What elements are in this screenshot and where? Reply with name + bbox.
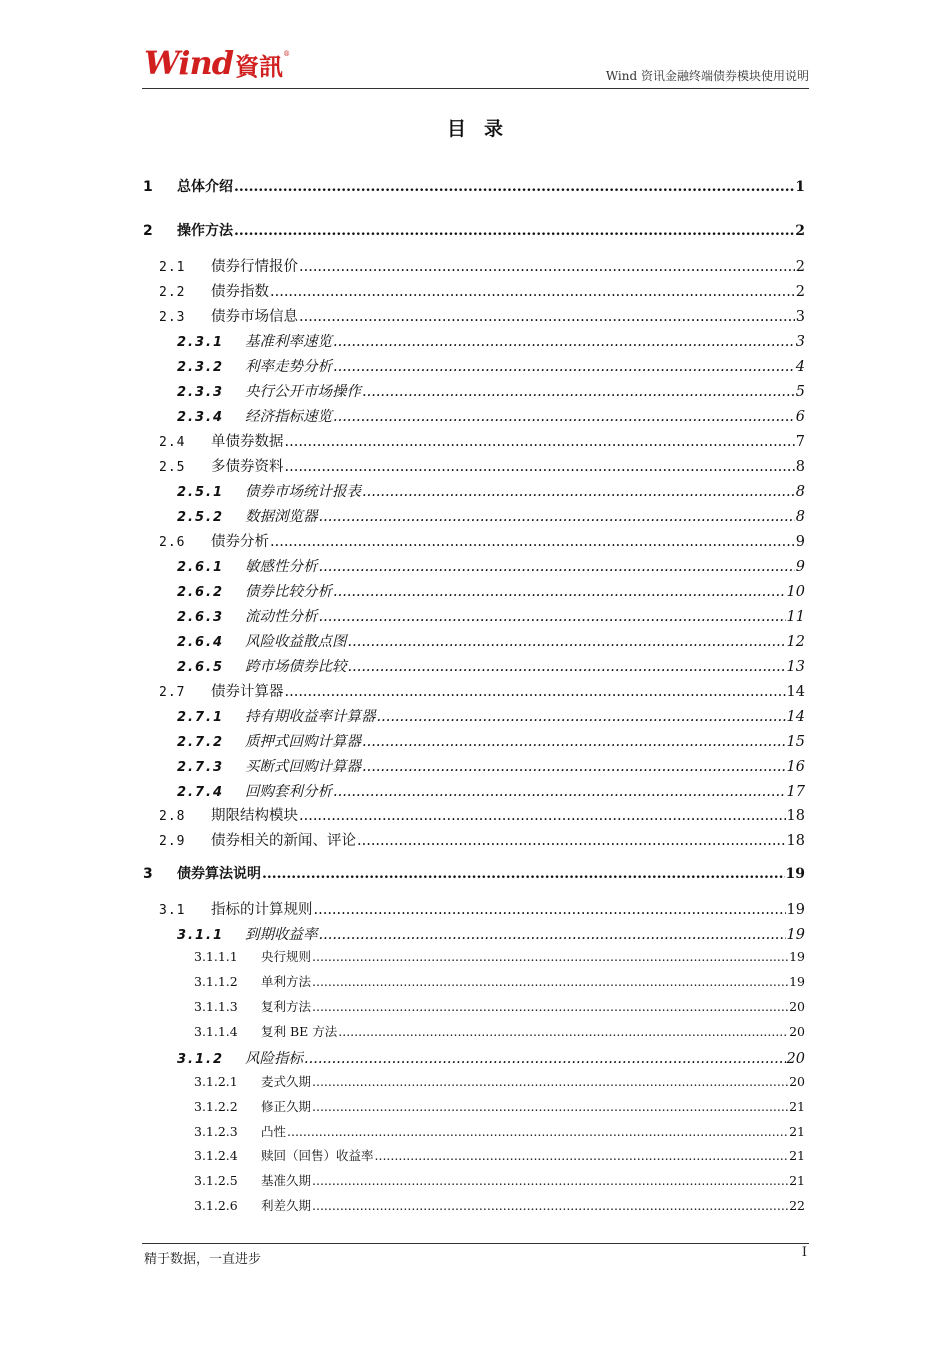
toc-entry[interactable] <box>177 505 805 525</box>
toc-entry-page: 16 <box>786 759 805 775</box>
toc-dot-leader <box>362 384 795 400</box>
footer-page-number: I <box>801 1245 807 1260</box>
toc-entry-page: 3 <box>795 309 805 325</box>
toc-dot-leader <box>304 1051 786 1067</box>
toc-dot-leader <box>338 1024 788 1039</box>
toc-entry-number: 2.8 <box>159 809 186 824</box>
toc-entry-page: 1 <box>795 179 805 195</box>
toc-entry[interactable] <box>194 1196 805 1216</box>
toc-entry-title: 流动性分析 <box>245 609 318 625</box>
toc-entry-number: 1 <box>143 179 153 195</box>
toc-entry[interactable] <box>177 705 805 725</box>
toc-dot-leader <box>312 1074 788 1089</box>
toc-entry[interactable] <box>177 555 805 575</box>
toc-dot-leader <box>270 534 795 550</box>
toc-entry-number: 2.6.1 <box>177 560 225 575</box>
toc-entry-page: 3 <box>795 334 805 350</box>
toc-entry-title: 风险指标 <box>245 1051 303 1067</box>
toc-entry-title: 持有期收益率计算器 <box>245 709 376 725</box>
toc-entry-page: 6 <box>795 409 805 425</box>
toc-entry-page: 17 <box>786 784 805 800</box>
toc-entry-number: 2.9 <box>159 834 186 849</box>
toc-entry-page: 20 <box>789 999 805 1014</box>
toc-entry-page: 11 <box>786 609 805 625</box>
toc-dot-leader <box>285 684 786 700</box>
toc-entry-number: 2.3.2 <box>177 360 225 375</box>
toc-entry-page: 21 <box>789 1148 805 1163</box>
toc-entry-title: 单利方法 <box>261 974 312 989</box>
toc-entry-number: 3.1.2.2 <box>194 1099 238 1114</box>
toc-dot-leader <box>285 459 795 475</box>
toc-entry-number: 2.5.1 <box>177 485 225 500</box>
toc-entry-page: 7 <box>795 434 805 450</box>
toc-entry-number: 2.3.4 <box>177 410 225 425</box>
toc-entry-title: 债券分析 <box>211 534 269 550</box>
toc-entry-number: 3.1.1.4 <box>194 1024 238 1039</box>
toc-dot-leader <box>312 1198 788 1213</box>
toc-dot-leader <box>362 734 786 750</box>
toc-entry-title: 敏感性分析 <box>245 559 318 575</box>
toc-entry-title: 债券市场统计报表 <box>245 484 361 500</box>
toc-entry[interactable] <box>159 455 805 475</box>
toc-dot-leader <box>319 509 795 525</box>
toc-dot-leader <box>377 709 786 725</box>
toc-entry[interactable] <box>177 1047 805 1067</box>
toc-entry[interactable] <box>177 655 805 675</box>
toc-entry-title: 回购套利分析 <box>245 784 332 800</box>
toc-dot-leader <box>319 609 786 625</box>
toc-entry-number: 2.6.2 <box>177 585 225 600</box>
toc-entry-title: 到期收益率 <box>245 927 318 943</box>
toc-dot-leader <box>314 902 786 918</box>
toc-entry-title: 复利方法 <box>261 999 312 1014</box>
toc-entry-page: 21 <box>789 1099 805 1114</box>
toc-entry-page: 9 <box>795 559 805 575</box>
toc-entry-page: 19 <box>786 902 805 918</box>
toc-entry[interactable] <box>159 255 805 275</box>
toc-entry-title: 债券市场信息 <box>211 309 298 325</box>
toc-entry-number: 2.5.2 <box>177 510 225 525</box>
toc-dot-leader <box>348 634 786 650</box>
toc-entry-title: 债券指数 <box>211 284 269 300</box>
toc-entry-page: 19 <box>785 866 805 882</box>
toc-entry-page: 14 <box>786 684 805 700</box>
toc-entry[interactable] <box>194 1122 805 1142</box>
toc-entry-number: 2.2 <box>159 285 186 300</box>
toc-entry-title: 债券行情报价 <box>211 259 298 275</box>
toc-entry-number: 2.5 <box>159 460 186 475</box>
toc-entry-number: 2.4 <box>159 435 186 450</box>
toc-entry-title: 质押式回购计算器 <box>245 734 361 750</box>
toc-dot-leader <box>285 434 795 450</box>
toc-entry-number: 3.1.2.3 <box>194 1124 238 1139</box>
toc-entry-page: 4 <box>795 359 805 375</box>
toc-entry[interactable] <box>177 923 805 943</box>
toc-dot-leader <box>312 949 788 964</box>
toc-dot-leader <box>333 409 795 425</box>
toc-entry-page: 20 <box>789 1074 805 1089</box>
toc-entry-page: 18 <box>786 808 805 824</box>
toc-dot-leader <box>362 759 786 775</box>
toc-entry[interactable] <box>194 1097 805 1117</box>
page-header <box>142 44 809 89</box>
toc-entry-page: 18 <box>786 833 805 849</box>
toc-entry-number: 2.3 <box>159 310 186 325</box>
toc-entry-title: 跨市场债券比较 <box>245 659 347 675</box>
toc-entry-page: 13 <box>786 659 805 675</box>
logo-registered-mark: ® <box>283 50 291 58</box>
toc-entry-number: 2.7.1 <box>177 710 225 725</box>
toc-entry[interactable] <box>177 730 805 750</box>
toc-entry-title: 期限结构模块 <box>211 808 298 824</box>
toc-entry-page: 2 <box>795 223 805 239</box>
toc-entry-number: 2 <box>143 223 153 239</box>
toc-entry-title: 利差久期 <box>261 1198 312 1213</box>
toc-dot-leader <box>333 359 795 375</box>
toc-entry[interactable] <box>143 863 805 883</box>
toc-entry-number: 2.7.3 <box>177 760 225 775</box>
toc-dot-leader <box>312 1099 788 1114</box>
logo-cn-text: 資訊 <box>235 53 284 81</box>
toc-entry[interactable] <box>159 305 805 325</box>
toc-entry-title: 债券算法说明 <box>177 866 261 882</box>
toc-entry-page: 2 <box>795 284 805 300</box>
toc-dot-leader <box>262 866 785 882</box>
toc-entry-number: 2.3.3 <box>177 385 225 400</box>
toc-entry-number: 3.1 <box>159 903 186 918</box>
toc-dot-leader <box>270 284 795 300</box>
toc-entry-title: 债券计算器 <box>211 684 284 700</box>
toc-entry-page: 21 <box>789 1173 805 1188</box>
toc-entry-page: 19 <box>789 974 805 989</box>
toc-entry[interactable] <box>194 1022 805 1042</box>
toc-entry-title: 指标的计算规则 <box>211 902 313 918</box>
toc-entry-number: 3.1.1.2 <box>194 974 238 989</box>
toc-entry-title: 复利 BE 方法 <box>261 1024 338 1039</box>
toc-entry-title: 修正久期 <box>261 1099 312 1114</box>
toc-entry-number: 3.1.2 <box>177 1052 225 1067</box>
toc-dot-leader <box>299 808 786 824</box>
toc-entry-page: 14 <box>786 709 805 725</box>
toc-entry-number: 2.6.5 <box>177 660 225 675</box>
toc-entry-title: 麦式久期 <box>261 1074 312 1089</box>
toc-entry[interactable] <box>159 804 805 824</box>
toc-entry-number: 3.1.2.1 <box>194 1074 238 1089</box>
document-title: Wind 资讯金融终端债券模块使用说明 <box>605 69 809 83</box>
toc-entry-page: 19 <box>786 927 805 943</box>
toc-entry[interactable] <box>177 580 805 600</box>
toc-entry[interactable] <box>194 947 805 967</box>
toc-entry[interactable] <box>177 755 805 775</box>
toc-entry[interactable] <box>194 1171 805 1191</box>
toc-entry-number: 2.6.4 <box>177 635 225 650</box>
footer-slogan: 精于数据，一直进步 <box>144 1252 262 1267</box>
toc-dot-leader <box>333 784 786 800</box>
toc-dot-leader <box>319 927 786 943</box>
toc-entry-number: 3.1.2.6 <box>194 1198 238 1213</box>
toc-entry[interactable] <box>194 997 805 1017</box>
toc-entry-number: 2.7 <box>159 685 186 700</box>
toc-dot-leader <box>234 223 794 239</box>
toc-entry-number: 2.6.3 <box>177 610 225 625</box>
toc-entry-page: 19 <box>789 949 805 964</box>
toc-entry-page: 20 <box>786 1051 805 1067</box>
toc-entry-title: 操作方法 <box>177 223 233 239</box>
toc-entry-number: 3.1.1 <box>177 928 225 943</box>
toc-entry[interactable] <box>159 829 805 849</box>
toc-entry-number: 3.1.2.5 <box>194 1173 238 1188</box>
toc-entry-number: 2.7.2 <box>177 735 225 750</box>
toc-entry[interactable] <box>159 430 805 450</box>
wind-logo <box>144 44 291 82</box>
toc-dot-leader <box>299 309 795 325</box>
toc-entry-title: 总体介绍 <box>177 179 233 195</box>
toc-entry-title: 基准利率速览 <box>245 334 332 350</box>
toc-entry[interactable] <box>159 680 805 700</box>
toc-entry-title: 风险收益散点图 <box>245 634 347 650</box>
toc-dot-leader <box>357 833 786 849</box>
toc-entry-page: 8 <box>795 459 805 475</box>
toc-entry-page: 5 <box>795 384 805 400</box>
toc-heading: 目录 <box>446 118 521 140</box>
toc-entry-page: 10 <box>786 584 805 600</box>
toc-entry-title: 基准久期 <box>261 1173 312 1188</box>
toc-entry-title: 央行公开市场操作 <box>245 384 361 400</box>
toc-entry-title: 凸性 <box>261 1124 287 1139</box>
toc-dot-leader <box>375 1148 789 1163</box>
toc-entry-page: 2 <box>795 259 805 275</box>
toc-dot-leader <box>333 584 786 600</box>
toc-entry[interactable] <box>159 898 805 918</box>
toc-dot-leader <box>362 484 795 500</box>
toc-entry[interactable] <box>143 220 805 240</box>
toc-entry-page: 12 <box>786 634 805 650</box>
toc-entry-number: 3.1.1.1 <box>194 949 238 964</box>
toc-entry[interactable] <box>177 780 805 800</box>
toc-entry-number: 2.3.1 <box>177 335 225 350</box>
toc-entry-page: 22 <box>789 1198 805 1213</box>
toc-dot-leader <box>299 259 795 275</box>
toc-entry-title: 数据浏览器 <box>245 509 318 525</box>
toc-dot-leader <box>319 559 795 575</box>
toc-dot-leader <box>312 974 788 989</box>
toc-entry-page: 20 <box>789 1024 805 1039</box>
toc-entry[interactable] <box>177 405 805 425</box>
toc-entry[interactable] <box>177 480 805 500</box>
toc-entry-number: 2.6 <box>159 535 186 550</box>
toc-dot-leader <box>312 1173 788 1188</box>
toc-dot-leader <box>312 999 788 1014</box>
toc-entry[interactable] <box>194 972 805 992</box>
toc-entry-title: 单债券数据 <box>211 434 284 450</box>
toc-entry-page: 8 <box>795 509 805 525</box>
toc-entry-number: 3 <box>143 866 153 882</box>
toc-entry-number: 2.1 <box>159 260 186 275</box>
toc-entry[interactable] <box>194 1072 805 1092</box>
toc-entry[interactable] <box>177 630 805 650</box>
toc-dot-leader <box>234 179 794 195</box>
toc-dot-leader <box>333 334 795 350</box>
toc-entry[interactable] <box>159 280 805 300</box>
page-footer <box>142 1243 809 1267</box>
toc-entry[interactable] <box>159 530 805 550</box>
toc-entry-title: 债券比较分析 <box>245 584 332 600</box>
toc-entry-title: 利率走势分析 <box>245 359 332 375</box>
toc-entry[interactable] <box>194 1146 805 1166</box>
logo-wind-text: Wind <box>144 44 234 82</box>
toc-entry-number: 2.7.4 <box>177 785 225 800</box>
toc-entry-page: 15 <box>786 734 805 750</box>
toc-dot-leader <box>287 1124 788 1139</box>
toc-entry-title: 经济指标速览 <box>245 409 332 425</box>
toc-entry-number: 3.1.1.3 <box>194 999 238 1014</box>
toc-entry[interactable] <box>143 176 805 196</box>
toc-entry[interactable] <box>177 605 805 625</box>
toc-entry-title: 多债券资料 <box>211 459 284 475</box>
toc-entry-title: 买断式回购计算器 <box>245 759 361 775</box>
toc-entry-title: 赎回（回售）收益率 <box>261 1148 374 1163</box>
toc-entry-number: 3.1.2.4 <box>194 1148 238 1163</box>
toc-entry[interactable] <box>177 380 805 400</box>
toc-entry-page: 8 <box>795 484 805 500</box>
toc-entry-page: 9 <box>795 534 805 550</box>
toc-dot-leader <box>348 659 786 675</box>
toc-entry-title: 央行规则 <box>261 949 312 964</box>
toc-entry-page: 21 <box>789 1124 805 1139</box>
toc-entry[interactable] <box>177 355 805 375</box>
toc-entry-title: 债券相关的新闻、评论 <box>211 833 356 849</box>
toc-entry[interactable] <box>177 330 805 350</box>
